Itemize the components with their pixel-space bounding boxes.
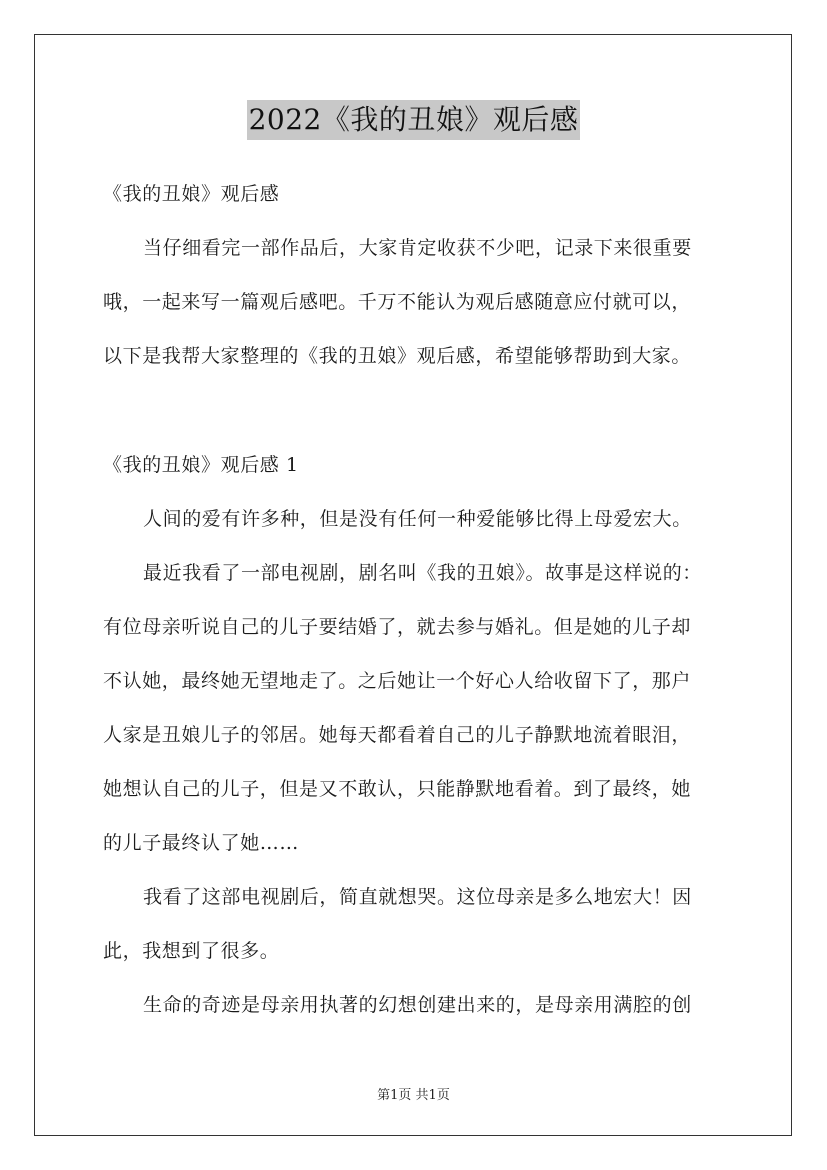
intro-line: 哦，一起来写一篇观后感吧。千万不能认为观后感随意应付就可以， [103,291,692,313]
paragraph-line: 人家是丑娘儿子的邻居。她每天都看着自己的儿子静默地流着眼泪， [103,724,692,746]
page-number: 第1页 共1页 [377,1088,450,1103]
paragraph-line: 此，我想到了很多。 [103,940,280,962]
paragraph-line: 不认她，最终她无望地走了。之后她让一个好心人给收留下了，那户 [103,670,692,692]
paragraph-line: 的儿子最终认了她…… [103,832,300,854]
paragraph-line: 我看了这部电视剧后，简直就想哭。这位母亲是多么地宏大！因 [143,886,692,908]
paragraph-line: 最近我看了一部电视剧，剧名叫《我的丑娘》。故事是这样说的： [143,562,702,584]
paragraph-line: 生命的奇迹是母亲用执著的幻想创建出来的，是母亲用满腔的创 [143,994,692,1016]
paragraph-line: 人间的爱有许多种，但是没有任何一种爱能够比得上母爱宏大。 [143,508,692,530]
intro-line: 以下是我帮大家整理的《我的丑娘》观后感，希望能够帮助到大家。 [103,345,692,367]
title-wrap [0,100,827,140]
section-heading: 《我的丑娘》观后感 1 [103,454,299,476]
document-title: 2022《我的丑娘》观后感 [247,100,581,140]
paragraph-line: 有位母亲听说自己的儿子要结婚了，就去参与婚礼。但是她的儿子却 [103,616,692,638]
page-footer [0,1084,827,1103]
subtitle: 《我的丑娘》观后感 [103,183,280,205]
paragraph-line: 她想认自己的儿子，但是又不敢认，只能静默地看着。到了最终，她 [103,778,692,800]
intro-line: 当仔细看完一部作品后，大家肯定收获不少吧，记录下来很重要 [143,237,692,259]
